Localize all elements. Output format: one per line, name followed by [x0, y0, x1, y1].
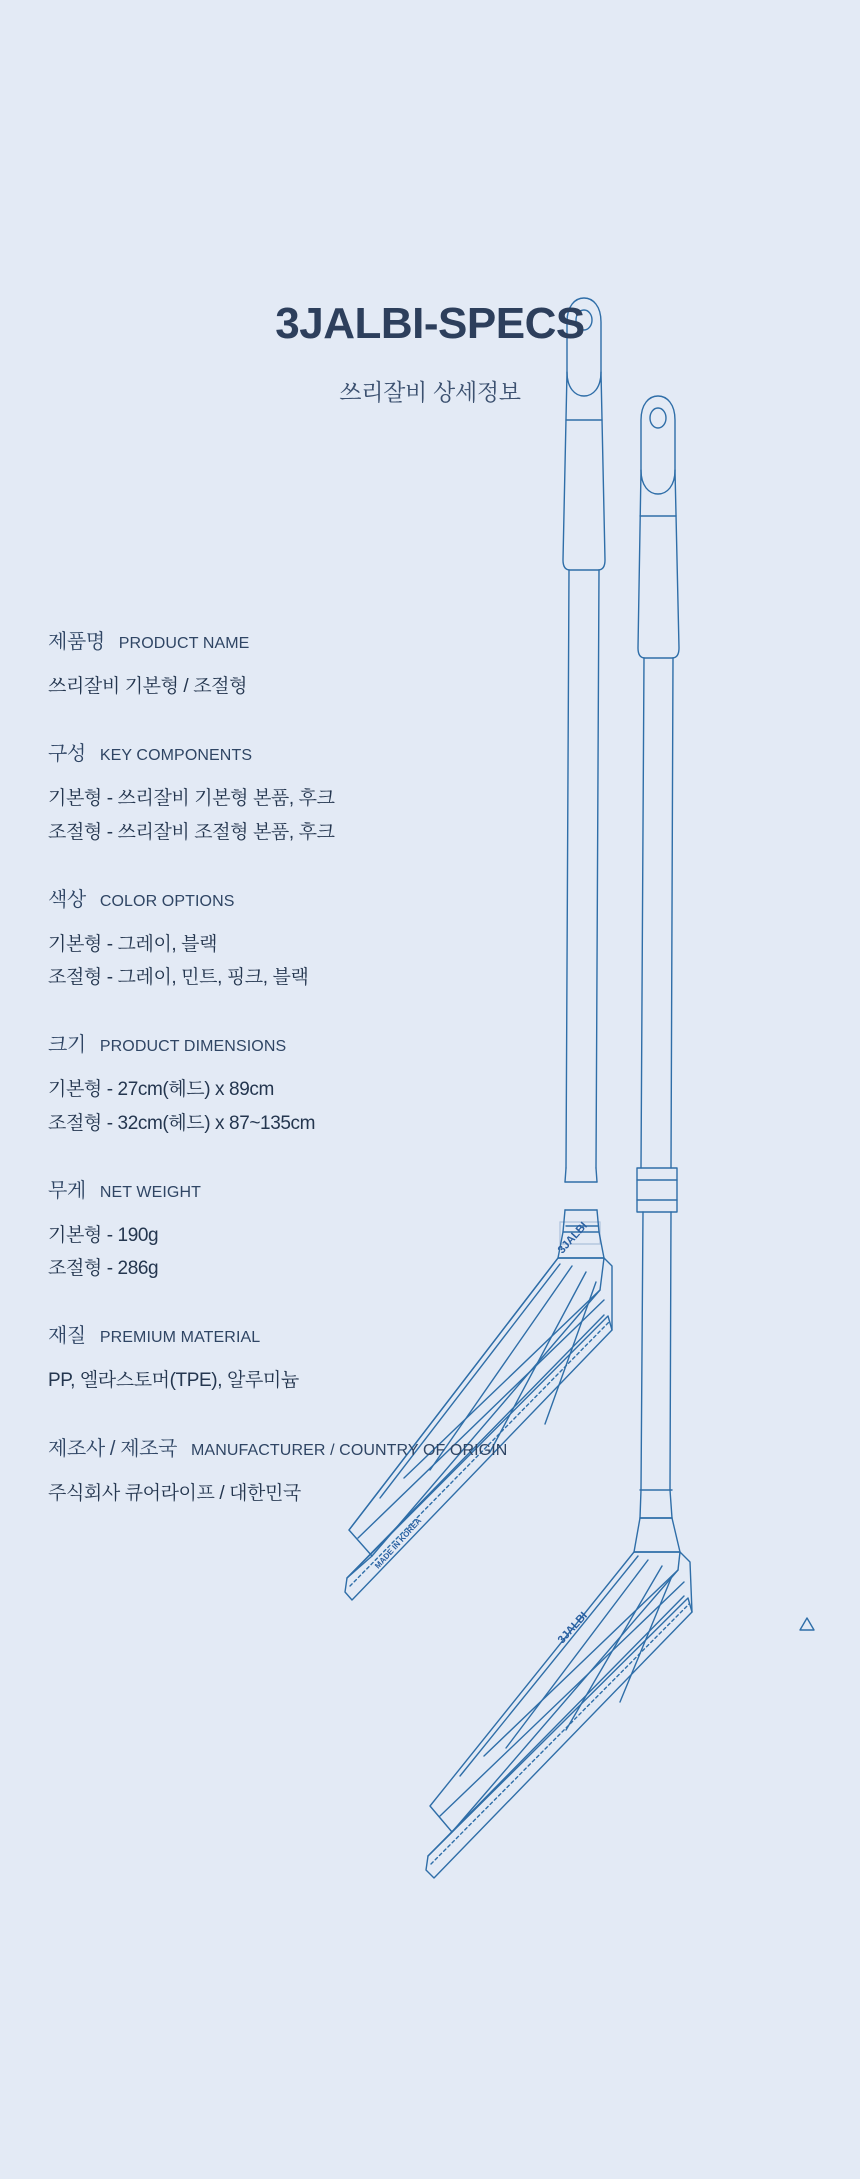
spec-block-net-weight	[48, 1174, 568, 1286]
spec-heading	[48, 883, 568, 912]
spec-heading	[48, 625, 568, 654]
spec-label-ko: 재질	[48, 1325, 86, 1348]
spec-value: 기본형 - 27cm(헤드) x 89cm	[48, 1079, 274, 1101]
broom-basic-logo: 3JALBI	[555, 1219, 590, 1257]
spec-label-ko: 구성	[48, 743, 86, 766]
made-in-label: MADE IN KOREA	[373, 1516, 424, 1571]
page-header	[0, 300, 860, 407]
spec-value: 조절형 - 쓰리잘비 조절형 본품, 후크	[48, 821, 335, 843]
spec-label-ko: 무게	[48, 1179, 86, 1202]
spec-value: 조절형 - 그레이, 민트, 핑크, 블랙	[48, 967, 309, 988]
spec-label-ko: 크기	[48, 1034, 86, 1057]
spec-block-product-dimensions	[48, 1028, 568, 1140]
spec-block-key-components	[48, 737, 568, 849]
spec-block-manufacturer	[48, 1432, 568, 1510]
spec-value: 주식회사 큐어라이프 / 대한민국	[48, 1482, 301, 1504]
spec-list	[48, 625, 568, 1544]
spec-block-color-options	[48, 883, 568, 995]
spec-value: PP, 엘라스토머(TPE), 알루미늄	[48, 1370, 299, 1392]
spec-heading	[48, 1174, 568, 1203]
spec-label-en: PREMIUM MATERIAL	[99, 1329, 261, 1347]
spec-label-en: KEY COMPONENTS	[99, 747, 253, 765]
spec-block-premium-material	[48, 1319, 568, 1397]
spec-value: 기본형 - 그레이, 블랙	[48, 933, 218, 955]
spec-label-ko: 제품명	[48, 631, 105, 653]
page-title: 3JALBI-SPECS	[275, 299, 585, 348]
spec-value: 쓰리잘비 기본형 / 조절형	[48, 676, 248, 697]
page-subtitle: 쓰리잘비 상세정보	[339, 379, 521, 406]
spec-value: 기본형 - 190g	[48, 1224, 159, 1246]
spec-value: 조절형 - 32cm(헤드) x 87~135cm	[48, 1112, 316, 1134]
spec-heading	[48, 1432, 568, 1461]
spec-heading	[48, 737, 568, 766]
spec-label-en: NET WEIGHT	[99, 1183, 201, 1201]
spec-heading	[48, 1028, 568, 1057]
spec-value: 조절형 - 286g	[48, 1258, 159, 1279]
spec-label-en: MANUFACTURER / COUNTRY OF ORIGIN	[191, 1441, 508, 1459]
spec-value: 기본형 - 쓰리잘비 기본형 본품, 후크	[48, 788, 335, 810]
spec-label-en: PRODUCT NAME	[118, 635, 250, 652]
spec-heading	[48, 1319, 568, 1348]
broom-adjustable-logo: 3JALBI	[555, 1609, 590, 1647]
spec-block-product-name	[48, 625, 568, 703]
spec-label-en: PRODUCT DIMENSIONS	[99, 1038, 287, 1056]
spec-label-ko: 제조사 / 제조국	[48, 1437, 177, 1460]
spec-label-ko: 색상	[48, 888, 86, 911]
spec-label-en: COLOR OPTIONS	[99, 892, 235, 910]
